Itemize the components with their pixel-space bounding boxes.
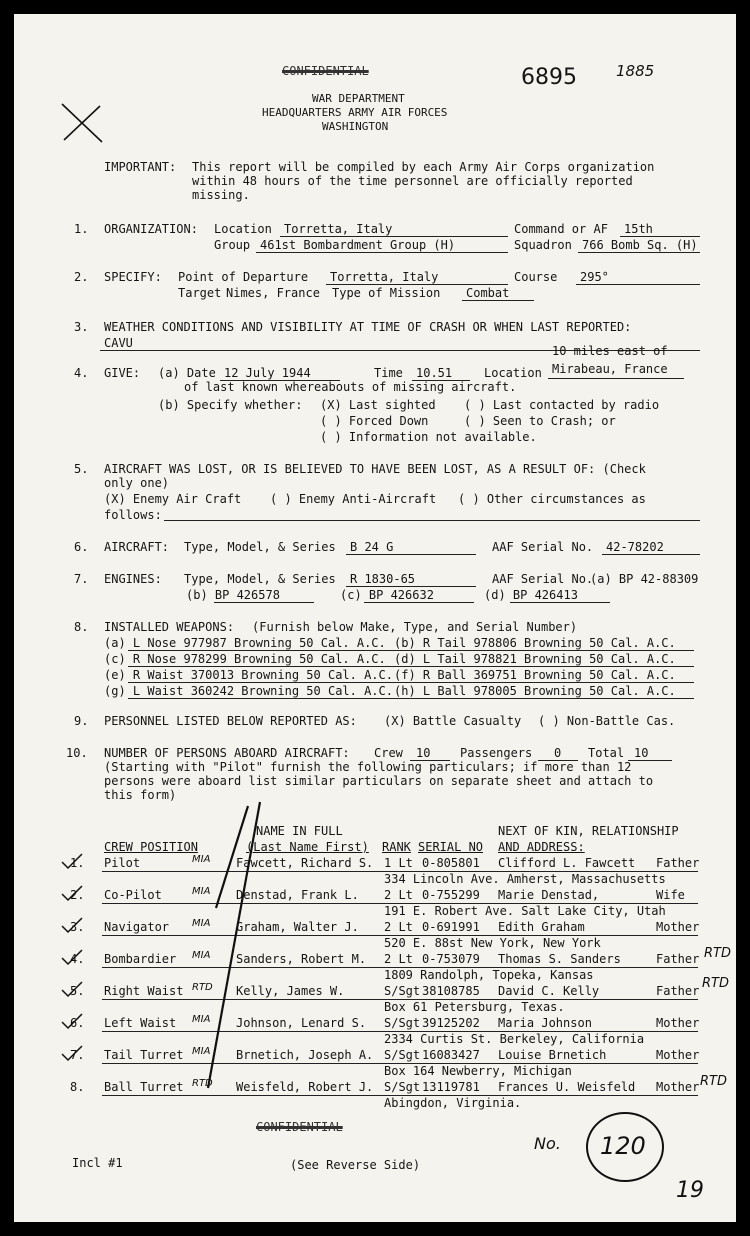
lost-cause-line-2: only one) bbox=[104, 476, 170, 490]
option-anti-aircraft: ( ) Enemy Anti-Aircraft bbox=[270, 492, 437, 506]
header-rank: RANK bbox=[382, 840, 411, 854]
crew-relationship: Mother bbox=[656, 1048, 700, 1062]
war-department: WAR DEPARTMENT bbox=[312, 92, 405, 105]
crew-status-note: MIA bbox=[192, 1014, 211, 1025]
section-6-num: 6. bbox=[74, 540, 89, 554]
crew-serial: 16083427 bbox=[422, 1048, 480, 1062]
row-rule bbox=[102, 903, 698, 904]
document-page bbox=[14, 14, 736, 1222]
weapon-f: (f) R Ball 369751 Browning 50 Cal. A.C. bbox=[394, 668, 676, 682]
crew-rank: S/Sgt bbox=[384, 1080, 421, 1094]
engines-label: ENGINES: bbox=[104, 572, 162, 586]
crew-row-number: 1. bbox=[70, 856, 85, 870]
crew-position: Tail Turret bbox=[104, 1048, 184, 1062]
weapons-label: INSTALLED WEAPONS: bbox=[104, 620, 235, 634]
crew-name: Graham, Walter J. bbox=[236, 920, 359, 934]
option-last-sighted: (X) Last sighted bbox=[320, 398, 436, 412]
weapon-d: (d) L Tail 978821 Browning 50 Cal. A.C. bbox=[394, 652, 676, 666]
crew-address: Box 61 Petersburg, Texas. bbox=[384, 1000, 565, 1014]
group-value: 461st Bombardment Group (H) bbox=[260, 238, 456, 252]
corner-number: 19 bbox=[676, 1178, 704, 1203]
margin-rtd-5: RTD bbox=[702, 976, 729, 991]
section-10-num: 10. bbox=[66, 746, 88, 760]
crew-address: 520 E. 88st New York, New York bbox=[384, 936, 601, 950]
aircraft-label: AIRCRAFT: bbox=[104, 540, 170, 554]
crew-name: Kelly, James W. bbox=[236, 984, 345, 998]
weather-label: WEATHER CONDITIONS AND VISIBILITY AT TIME OF CRASH OR WHEN LAST REPORTED: bbox=[104, 320, 632, 334]
crew-row-number: 8. bbox=[70, 1080, 85, 1094]
weapon-b: (b) R Tail 978806 Browning 50 Cal. A.C. bbox=[394, 636, 676, 650]
option-other: ( ) Other circumstances as bbox=[458, 492, 646, 506]
crew-relationship: Mother bbox=[656, 920, 700, 934]
mission-value: Combat bbox=[466, 286, 510, 300]
crew-label: Crew bbox=[374, 746, 403, 760]
crew-rank: 1 Lt bbox=[384, 856, 413, 870]
crew-rank: S/Sgt bbox=[384, 984, 421, 998]
crew-address: 2334 Curtis St. Berkeley, California bbox=[384, 1032, 645, 1046]
row-rule bbox=[102, 967, 698, 968]
crew-rank: 2 Lt bbox=[384, 952, 413, 966]
crew-address: 334 Lincoln Ave. Amherst, Massachusetts bbox=[384, 872, 666, 886]
target-label: Target bbox=[178, 286, 222, 300]
organization-label: ORGANIZATION: bbox=[104, 222, 198, 236]
crew-row-number: 3. bbox=[70, 920, 85, 934]
give-location-label: Location bbox=[484, 366, 542, 380]
crew-row-number: 5. bbox=[70, 984, 85, 998]
doc-number: 6895 bbox=[521, 65, 577, 90]
weapon-a: (a) L Nose 977987 Browning 50 Cal. A.C. bbox=[104, 636, 386, 650]
section-5-num: 5. bbox=[74, 462, 89, 476]
crew-serial: 0-755299 bbox=[422, 888, 480, 902]
crew-status-note: MIA bbox=[192, 1046, 211, 1057]
aircraft-serial-value: 42-78202 bbox=[606, 540, 664, 554]
crew-rank: 2 Lt bbox=[384, 888, 413, 902]
see-reverse: (See Reverse Side) bbox=[290, 1158, 421, 1172]
location-line-2: Mirabeau, France bbox=[552, 362, 668, 376]
persons-instruction-1: (Starting with "Pilot" furnish the following particulars; if more than 12 bbox=[104, 760, 632, 774]
engine-d: (d) BP 426413 bbox=[484, 588, 578, 602]
weather-value: CAVU bbox=[104, 336, 133, 350]
important-line-3: missing. bbox=[192, 188, 250, 202]
crew-position: Left Waist bbox=[104, 1016, 177, 1030]
target-value: Nimes, France bbox=[226, 286, 320, 300]
date-value: 12 July 1944 bbox=[224, 366, 311, 380]
inclosure-label: Incl #1 bbox=[72, 1156, 123, 1170]
crew-status-note: MIA bbox=[192, 854, 211, 865]
weapon-c: (c) R Nose 978299 Browning 50 Cal. A.C. bbox=[104, 652, 386, 666]
follows-label: follows: bbox=[104, 508, 162, 522]
no-label: No. bbox=[534, 1134, 561, 1153]
crew-status-note: RTD bbox=[192, 1078, 213, 1089]
crew-relationship: Father bbox=[656, 952, 700, 966]
crew-relationship: Father bbox=[656, 856, 700, 870]
crew-row-number: 2. bbox=[70, 888, 85, 902]
important-line-1: This report will be compiled by each Army Air Corps organization bbox=[192, 160, 655, 174]
location-label: Location bbox=[214, 222, 272, 236]
classification-top: CONFIDENTIAL bbox=[282, 64, 369, 78]
option-forced-down: ( ) Forced Down bbox=[320, 414, 429, 428]
crew-position: Navigator bbox=[104, 920, 170, 934]
crew-next-of-kin: Clifford L. Fawcett bbox=[498, 856, 636, 870]
mission-label: Type of Mission bbox=[332, 286, 441, 300]
crew-position: Co-Pilot bbox=[104, 888, 162, 902]
squadron-label: Squadron bbox=[514, 238, 572, 252]
header-address: AND ADDRESS: bbox=[498, 840, 585, 854]
engines-serial-label: AAF Serial No. bbox=[492, 572, 594, 586]
date-label: (a) Date bbox=[158, 366, 216, 380]
total-label: Total bbox=[588, 746, 625, 760]
aircraft-type-value: B 24 G bbox=[350, 540, 394, 554]
location-value: Torretta, Italy bbox=[284, 222, 393, 236]
engine-a: (a) BP 42-88309 bbox=[590, 572, 699, 586]
crew-relationship: Mother bbox=[656, 1080, 700, 1094]
crew-rank: S/Sgt bbox=[384, 1048, 421, 1062]
row-rule bbox=[102, 1031, 698, 1032]
crew-name: Fawcett, Richard S. bbox=[236, 856, 374, 870]
section-1-num: 1. bbox=[74, 222, 89, 236]
crew-rank: 2 Lt bbox=[384, 920, 413, 934]
crew-status-note: RTD bbox=[192, 982, 213, 993]
passengers-value: 0 bbox=[554, 746, 562, 760]
engine-c: (c) BP 426632 bbox=[340, 588, 434, 602]
crew-row-number: 7. bbox=[70, 1048, 85, 1062]
last-known-text: of last known whereabouts of missing aircraft. bbox=[184, 380, 517, 394]
margin-rtd-4: RTD bbox=[704, 946, 731, 961]
header-name-in-full: NAME IN FULL bbox=[256, 824, 343, 838]
row-rule bbox=[102, 1063, 698, 1064]
specify-label: SPECIFY: bbox=[104, 270, 162, 284]
important-label: IMPORTANT: bbox=[104, 160, 177, 174]
option-seen-crash: ( ) Seen to Crash; or bbox=[464, 414, 616, 428]
give-label: GIVE: bbox=[104, 366, 141, 380]
aircraft-type-label: Type, Model, & Series bbox=[184, 540, 336, 554]
x-mark-icon bbox=[58, 100, 106, 150]
crew-position: Right Waist bbox=[104, 984, 184, 998]
crew-name: Brnetich, Joseph A. bbox=[236, 1048, 374, 1062]
crew-name: Denstad, Frank L. bbox=[236, 888, 359, 902]
course-value: 295° bbox=[580, 270, 609, 284]
header-serial-no: SERIAL NO bbox=[418, 840, 484, 854]
crew-serial: 39125202 bbox=[422, 1016, 480, 1030]
crew-address: Abingdon, Virginia. bbox=[384, 1096, 522, 1110]
header-next-of-kin: NEXT OF KIN, RELATIONSHIP bbox=[498, 824, 679, 838]
command-value: 15th bbox=[624, 222, 653, 236]
crew-next-of-kin: Louise Brnetich bbox=[498, 1048, 607, 1062]
option-no-info: ( ) Information not available. bbox=[320, 430, 537, 444]
diagonal-strokes-icon bbox=[200, 798, 270, 1098]
crew-serial: 0-691991 bbox=[422, 920, 480, 934]
weapon-h: (h) L Ball 978005 Browning 50 Cal. A.C. bbox=[394, 684, 676, 698]
section-9-num: 9. bbox=[74, 714, 89, 728]
time-value: 10.51 bbox=[416, 366, 453, 380]
crew-address: 191 E. Robert Ave. Salt Lake City, Utah bbox=[384, 904, 666, 918]
weapon-g: (g) L Waist 360242 Browning 50 Cal. A.C. bbox=[104, 684, 393, 698]
departure-value: Torretta, Italy bbox=[330, 270, 439, 284]
weapon-e: (e) R Waist 370013 Browning 50 Cal. A.C. bbox=[104, 668, 393, 682]
row-rule bbox=[102, 999, 698, 1000]
personnel-label: PERSONNEL LISTED BELOW REPORTED AS: bbox=[104, 714, 357, 728]
specify-whether-label: (b) Specify whether: bbox=[158, 398, 303, 412]
crew-next-of-kin: Maria Johnson bbox=[498, 1016, 592, 1030]
section-4-num: 4. bbox=[74, 366, 89, 380]
crew-status-note: MIA bbox=[192, 918, 211, 929]
crew-position: Ball Turret bbox=[104, 1080, 184, 1094]
location-line-1: 10 miles east of bbox=[552, 344, 668, 358]
crew-name: Sanders, Robert M. bbox=[236, 952, 367, 966]
weapons-instruction: (Furnish below Make, Type, and Serial Number) bbox=[252, 620, 578, 634]
crew-next-of-kin: Marie Denstad, bbox=[498, 888, 600, 902]
engines-type-label: Type, Model, & Series bbox=[184, 572, 336, 586]
crew-relationship: Wife bbox=[656, 888, 685, 902]
row-rule bbox=[102, 935, 698, 936]
row-rule bbox=[102, 1095, 698, 1096]
crew-status-note: MIA bbox=[192, 886, 211, 897]
crew-rank: S/Sgt bbox=[384, 1016, 421, 1030]
crew-next-of-kin: Frances U. Weisfeld bbox=[498, 1080, 636, 1094]
crew-serial: 0-753079 bbox=[422, 952, 480, 966]
crew-name: Weisfeld, Robert J. bbox=[236, 1080, 374, 1094]
crew-next-of-kin: Thomas S. Sanders bbox=[498, 952, 621, 966]
crew-relationship: Father bbox=[656, 984, 700, 998]
checkmarks-icon bbox=[58, 850, 88, 1090]
crew-status-note: MIA bbox=[192, 950, 211, 961]
option-enemy-aircraft: (X) Enemy Air Craft bbox=[104, 492, 242, 506]
crew-serial: 13119781 bbox=[422, 1080, 480, 1094]
crew-serial: 38108785 bbox=[422, 984, 480, 998]
header-last-name-first: (Last Name First) bbox=[246, 840, 369, 854]
row-rule bbox=[102, 871, 698, 872]
command-label: Command or AF bbox=[514, 222, 608, 236]
margin-rtd-8: RTD bbox=[700, 1074, 727, 1089]
section-8-num: 8. bbox=[74, 620, 89, 634]
engine-b: (b) BP 426578 bbox=[186, 588, 280, 602]
crew-position: Pilot bbox=[104, 856, 141, 870]
option-last-contacted: ( ) Last contacted by radio bbox=[464, 398, 660, 412]
hq-title: HEADQUARTERS ARMY AIR FORCES bbox=[262, 106, 448, 119]
crew-address: 1809 Randolph, Topeka, Kansas bbox=[384, 968, 594, 982]
doc-number-hand: 1885 bbox=[616, 62, 655, 80]
persons-label: NUMBER OF PERSONS ABOARD AIRCRAFT: bbox=[104, 746, 350, 760]
city: WASHINGTON bbox=[322, 120, 389, 133]
persons-instruction-2: persons were aboard list similar particulars on separate sheet and attach to bbox=[104, 774, 654, 788]
aircraft-serial-label: AAF Serial No. bbox=[492, 540, 594, 554]
crew-position: Bombardier bbox=[104, 952, 177, 966]
squadron-value: 766 Bomb Sq. (H) bbox=[582, 238, 698, 252]
crew-relationship: Mother bbox=[656, 1016, 700, 1030]
crew-next-of-kin: David C. Kelly bbox=[498, 984, 600, 998]
header-crew-position: CREW POSITION bbox=[104, 840, 198, 854]
option-battle-casualty: (X) Battle Casualty bbox=[384, 714, 522, 728]
crew-next-of-kin: Edith Graham bbox=[498, 920, 585, 934]
section-7-num: 7. bbox=[74, 572, 89, 586]
departure-label: Point of Departure bbox=[178, 270, 309, 284]
group-label: Group bbox=[214, 238, 251, 252]
crew-address: Box 164 Newberry, Michigan bbox=[384, 1064, 572, 1078]
lost-cause-line-1: AIRCRAFT WAS LOST, OR IS BELIEVED TO HAVE BEEN LOST, AS A RESULT OF: (Check bbox=[104, 462, 646, 476]
crew-row-number: 6. bbox=[70, 1016, 85, 1030]
persons-instruction-3: this form) bbox=[104, 788, 177, 802]
option-non-battle: ( ) Non-Battle Cas. bbox=[538, 714, 676, 728]
time-label: Time bbox=[374, 366, 403, 380]
crew-serial: 0-805801 bbox=[422, 856, 480, 870]
section-3-num: 3. bbox=[74, 320, 89, 334]
crew-row-number: 4. bbox=[70, 952, 85, 966]
crew-value: 10 bbox=[416, 746, 431, 760]
total-value: 10 bbox=[634, 746, 649, 760]
important-line-2: within 48 hours of the time personnel are officially reported bbox=[192, 174, 633, 188]
classification-bottom: CONFIDENTIAL bbox=[256, 1120, 343, 1134]
crew-name: Johnson, Lenard S. bbox=[236, 1016, 367, 1030]
circle-number: 120 bbox=[600, 1132, 646, 1160]
passengers-label: Passengers bbox=[460, 746, 533, 760]
engines-type-value: R 1830-65 bbox=[350, 572, 416, 586]
section-2-num: 2. bbox=[74, 270, 89, 284]
course-label: Course bbox=[514, 270, 558, 284]
